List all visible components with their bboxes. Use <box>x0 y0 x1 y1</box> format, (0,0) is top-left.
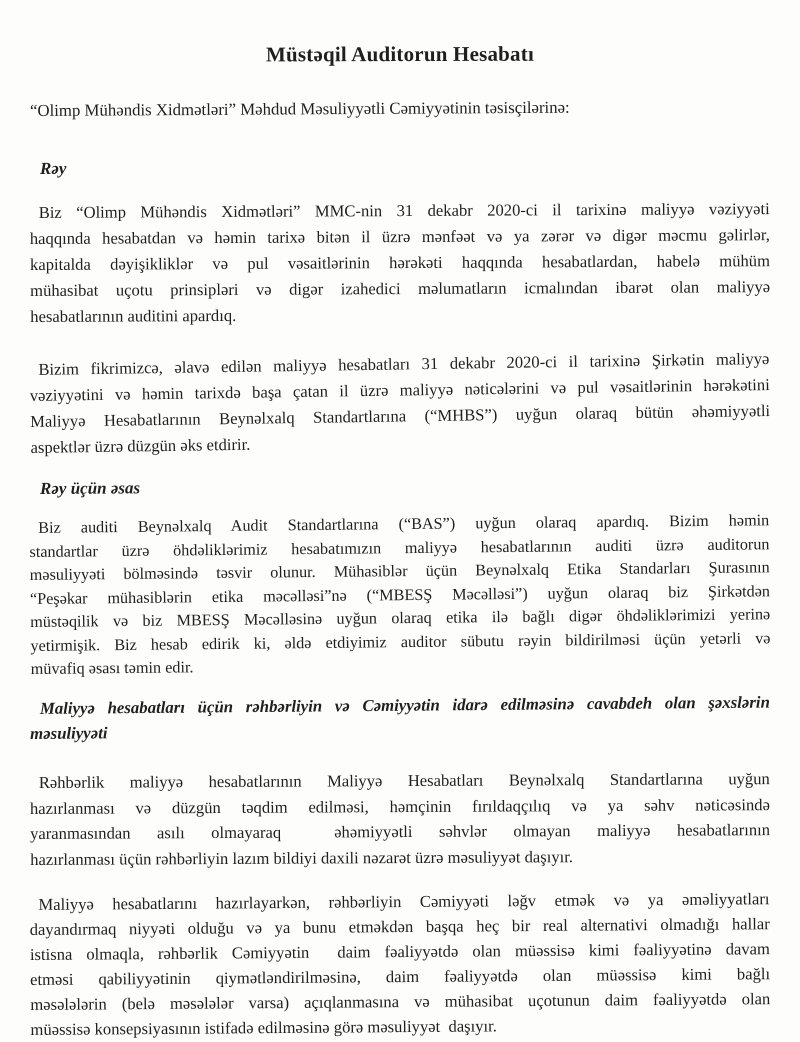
text-line: Bizim fikrimizcə, əlavə edilən maliyyə hesabatları 31 dekabr 2020-ci il tarixinə Şirkətin maliyyə <box>38 349 770 379</box>
text-line: haqqında hesabatdan və həmin tarixə bitən il üzrə mənfəət və ya zərər və digər məcmu gəlirlər, <box>29 225 770 249</box>
text-line: istisna olmaqla, rəhbərlik Cəmiyyətin daim fəaliyyətdə olan müəssisə kimi fəaliyyətinə davam <box>29 938 770 964</box>
text-line: Biz auditi Beynəlxalq Audit Standartlarına (“BAS”) uyğun olaraq apardıq. Bizim həmin <box>38 511 770 537</box>
section-basis-for-opinion <box>30 478 770 682</box>
paragraph <box>29 509 771 681</box>
text-line: Rəy <box>39 158 67 178</box>
paragraph <box>29 886 770 1042</box>
text-line: hesabatlarının auditini apardıq. <box>30 305 237 326</box>
text-line: etməsi qabiliyyətinin qiymətləndirilməsinə, daim fəaliyyətdə olan müəssisə kimi bağlı <box>30 963 771 989</box>
text-line: müstəqilik və biz MBESŞ Məcəlləsinə uyğun olaraq etika ilə bağlı digər öhdəliklərimizi yerinə <box>30 605 771 631</box>
text-line: hazırlanması və düzgün təqdim edilməsi, həmçinin fırıldaqçılıq və ya səhv nəticəsində <box>29 794 770 818</box>
addressee-line: “Olimp Mühəndis Xidmətləri” Məhdud Məsuliyyətli Cəmiyyətinin təsisçilərinə: <box>29 97 570 120</box>
text-line: mühasibat uçotu prinsipləri və digər izahedici məlumatların icmalından ibarət olan maliyyə <box>30 277 771 300</box>
report-title: Müstəqil Auditorun Hesabatı <box>265 41 534 67</box>
text-line: müvafiq əsası təmin edir. <box>30 658 194 678</box>
text-line: standartlar üzrə öhdəliklərimiz hesabatımızın maliyyə hesabatlarının auditi üzrə auditorun <box>29 534 770 561</box>
section-management-responsibility <box>29 692 771 1042</box>
section-heading-management-responsibility <box>30 689 770 745</box>
section-heading-basis-for-opinion <box>30 473 770 500</box>
text-line: aspektlər üzrə düzgün əks etdirir. <box>30 434 251 457</box>
text-line: yaranmasından asılı olmayaraq əhəmiyyətli səhvlər olmayan maliyyə hesabatlarının <box>30 819 771 843</box>
section-heading-opinion <box>30 155 770 180</box>
text-line: Biz “Olimp Mühəndis Xidmətləri” MMC-nin 31 dekabr 2020-ci il tarixinə maliyyə vəziyyəti <box>38 199 770 222</box>
text-line: Maliyyə hesabatları üçün rəhbərliyin və Cəmiyyətin idarə edilməsinə cavabdeh olan şəxslərin <box>39 692 770 718</box>
text-line: kapitalda dəyişikliklər və pul vəsaitlərinin hərəkəti haqqında hesabatlardan, habelə mühüm <box>29 251 771 274</box>
section-opinion <box>30 158 770 461</box>
text-line: Maliyyə hesabatlarını hazırlayarkən, rəhbərliyin Cəmiyyəti ləğv etmək və ya əməliyyatları <box>38 888 770 914</box>
text-line: məsuliyyəti bölməsində təsvir olunur. Mühasiblər üçün Beynəlxalq Etika Standarları Şurasının <box>29 558 770 585</box>
text-line: Rəy üçün əsas <box>39 478 141 498</box>
text-line: dayandırmaq niyyəti olduğu və ya bunu etməkdən başqa heç bir real alternativi olmadığı hallar <box>29 913 770 939</box>
text-line: yetirmişik. Biz hesab edirik ki, əldə etdiyimiz auditor sübutu rəyin bildirilməsi üçün yetərli və <box>30 628 771 655</box>
text-line: Rəhbərlik maliyyə hesabatlarının Maliyyə Hesabatları Beynəlxalq Standartlarına uyğun <box>38 768 770 792</box>
paragraph <box>30 196 771 330</box>
text-line: vəziyyətini və həmin tarixdə başa çatan il üzrə maliyyə nəticələrini və pul vəsaitlərinin hərəkətini <box>29 375 770 406</box>
text-line: məsələlərin (belə məsələlər varsa) açıqlanmasına və mühasibat uçotunun daim fəaliyyətdə olan <box>30 988 771 1014</box>
paragraph <box>29 346 770 461</box>
text-line: “Peşəkar mühasiblərin etika məcəlləsi”nə (“MBESŞ Məcəlləsi”) uyğun olaraq biz Şirkətdən <box>29 581 771 608</box>
paragraph <box>30 766 771 872</box>
text-line: Maliyyə Hesabatlarının Beynəlxalq Standartlarına (“MHBS”) uyğun olaraq bütün əhəmiyyətli <box>30 401 771 431</box>
text-line: hazırlanması üçün rəhbərliyin lazım bildiyi daxili nəzarət üzrə məsuliyyət daşıyır. <box>30 846 574 868</box>
text-line: müəssisə konsepsiyasının istifadə edilməsinə görə məsuliyyət daşıyır. <box>30 1015 497 1039</box>
text-line: məsuliyyəti <box>30 722 108 743</box>
